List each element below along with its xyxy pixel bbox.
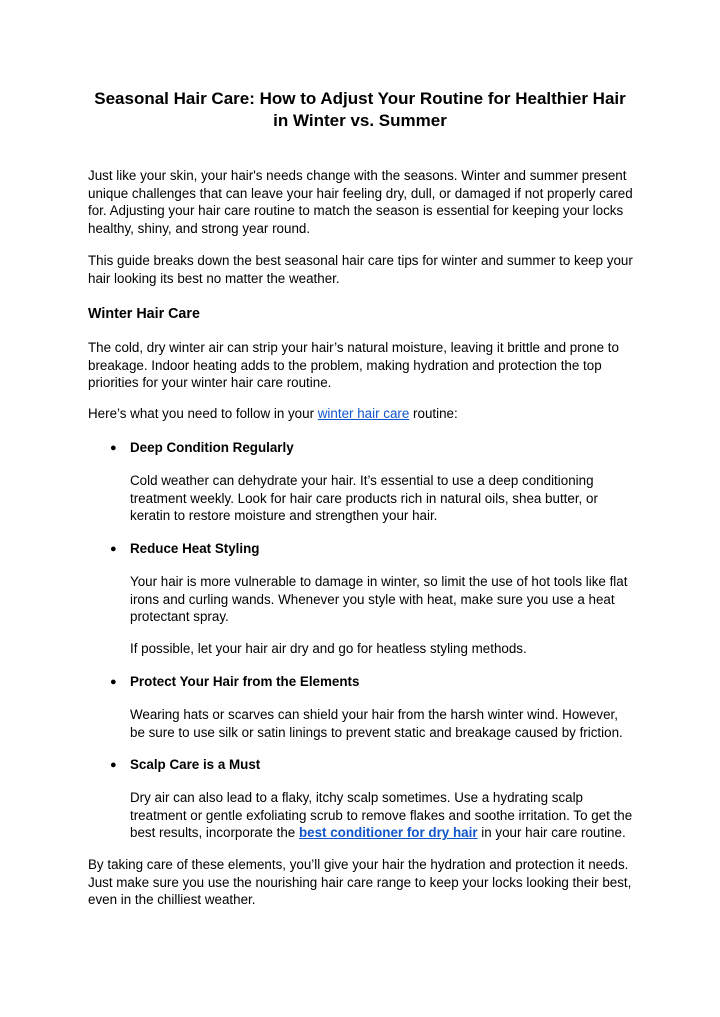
page-title [60, 88, 660, 132]
intro-paragraph-2: This guide breaks down the best seasonal hair care tips for winter and summer to keep your hair looking its best no matter the weather. [88, 253, 633, 286]
reduce-heat-paragraph-1: Your hair is more vulnerable to damage in winter, so limit the use of hot tools like flat irons and curling wands. Whenever you style with heat, make sure you use a heat protectant spray. [130, 574, 628, 624]
reduce-heat-paragraph-2: If possible, let your hair air dry and go for heatless styling methods. [130, 641, 527, 656]
list-item-title: Scalp Care is a Must [130, 757, 261, 772]
list-item-title: Protect Your Hair from the Elements [130, 674, 360, 689]
intro-paragraph-1: Just like your skin, your hair's needs change with the seasons. Winter and summer present unique challenges that can leave your hair feeling dry, dull, or damaged if not properly cared for. Adjusting your hair care routine to match the season is essential for keeping your locks healthy, shiny, and strong year round. [88, 168, 633, 236]
title-line-2: in Winter vs. Summer [273, 111, 447, 130]
scalp-care-paragraph: Dry air can also lead to a flaky, itchy scalp sometimes. Use a hydrating scalp treatment or gentle exfoliating scrub to remove flakes and soothe irritation. To get the best results, incorporate the best conditioner for dry hair in your hair care routine. [130, 790, 633, 840]
bullet-icon: ● [110, 759, 117, 771]
bullet-icon: ● [110, 676, 117, 688]
best-conditioner-link[interactable]: best conditioner for dry hair [298, 825, 478, 840]
winter-paragraph-1: The cold, dry winter air can strip your hair’s natural moisture, leaving it brittle and prone to breakage. Indoor heating adds to the problem, making hydration and protection the top priorities for your winter hair care routine. [88, 340, 619, 390]
winter-paragraph-2: Here’s what you need to follow in your winter hair care routine: [88, 406, 458, 421]
winter-hair-care-link[interactable]: winter hair care [317, 406, 410, 421]
title-line-1: Seasonal Hair Care: How to Adjust Your Routine for Healthier Hair [94, 89, 626, 108]
winter-heading: Winter Hair Care [88, 306, 200, 322]
list-item-title: Deep Condition Regularly [130, 440, 294, 455]
bullet-icon: ● [110, 442, 117, 454]
list-item-title: Reduce Heat Styling [130, 541, 260, 556]
bullet-icon: ● [110, 543, 117, 555]
closing-paragraph: By taking care of these elements, you’ll give your hair the hydration and protection it needs. Just make sure you use the nourishing hair care range to keep your locks looking their best, even in the chilliest weather. [88, 857, 632, 907]
deep-condition-paragraph: Cold weather can dehydrate your hair. It’s essential to use a deep conditioning treatment weekly. Look for hair care products rich in natural oils, shea butter, or keratin to restore moisture and strengthen your hair. [130, 473, 598, 523]
protect-elements-paragraph: Wearing hats or scarves can shield your hair from the harsh winter wind. However, be sure to use silk or satin linings to prevent static and breakage caused by friction. [130, 707, 623, 740]
